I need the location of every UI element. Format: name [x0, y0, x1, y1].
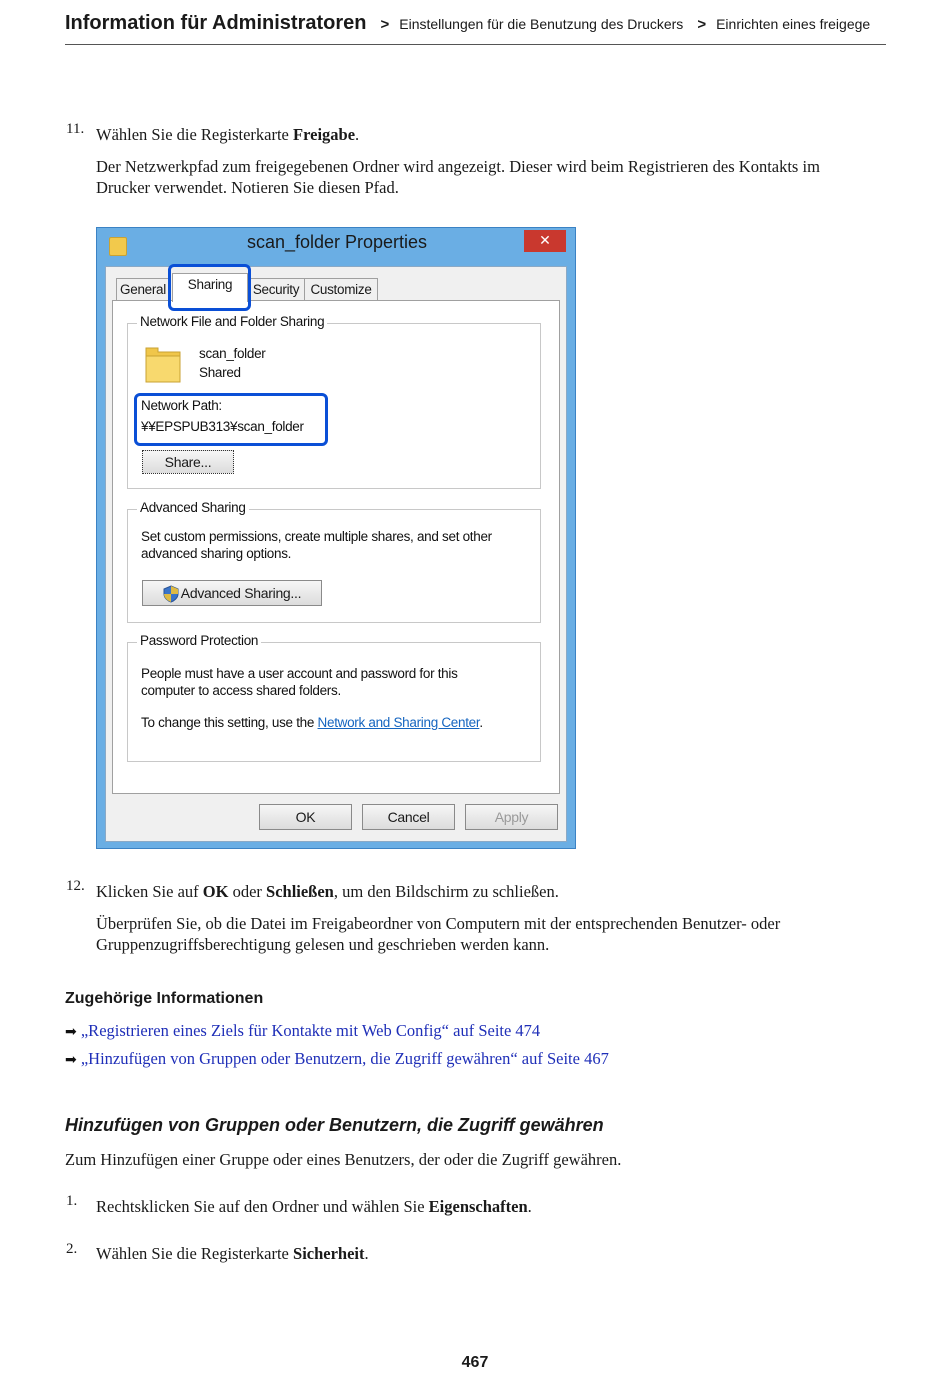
running-header [65, 12, 886, 45]
header-title: Information für Administratoren [65, 12, 367, 34]
sharing-tab-highlight [168, 264, 251, 311]
step-number: 1. [66, 1193, 78, 1209]
step-number: 12. [66, 878, 85, 894]
section-intro: Zum Hinzufügen einer Gruppe oder eines Benutzers, der oder die Zugriff gewähren. [65, 1150, 622, 1169]
page-number: 467 [461, 1354, 489, 1371]
tab-sharing[interactable]: Sharing [172, 273, 248, 302]
folder-status: Shared [199, 365, 241, 380]
related-link[interactable]: „Registrieren eines Ziels für Kontakte mit Web Config“ auf Seite 474 [80, 1021, 541, 1040]
ok-button[interactable]: OK [259, 804, 352, 830]
step-instruction: Wählen Sie die Registerkarte Sicherheit. [96, 1244, 369, 1263]
step-instruction: Rechtsklicken Sie auf den Ordner und wählen Sie Eigenschaften. [96, 1197, 532, 1216]
group-legend: Password Protection [137, 633, 261, 648]
step-instruction: Wählen Sie die Registerkarte Freigabe. [96, 125, 360, 144]
sharing-panel [112, 300, 560, 794]
step-number: 11. [66, 121, 85, 137]
cancel-button[interactable]: Cancel [362, 804, 455, 830]
change-setting-text: To change this setting, use the Network and Sharing Center. [141, 715, 483, 730]
folder-name: scan_folder [199, 346, 266, 361]
arrow-right-icon: ➡ [65, 1052, 77, 1068]
network-sharing-center-link[interactable]: Network and Sharing Center [317, 715, 480, 730]
network-path-highlight [134, 393, 328, 446]
shared-folder-icon [142, 344, 184, 386]
properties-dialog [96, 227, 576, 849]
shield-icon [163, 585, 179, 603]
related-link-item [65, 1048, 609, 1071]
group-advanced-sharing [127, 500, 541, 623]
dialog-body [105, 266, 567, 842]
network-path-label: Network Path: [141, 398, 222, 413]
advanced-sharing-text: Set custom permissions, create multiple shares, and set other advanced sharing options. [141, 529, 492, 561]
group-legend: Advanced Sharing [137, 500, 249, 515]
arrow-right-icon: ➡ [65, 1024, 77, 1040]
advanced-sharing-button[interactable]: Advanced Sharing... [142, 580, 322, 606]
breadcrumb-separator: > [380, 16, 390, 33]
tab-security[interactable]: Security [246, 278, 306, 302]
breadcrumb-separator: > [697, 16, 707, 33]
step-description: Der Netzwerkpfad zum freigegebenen Ordner wird angezeigt. Dieser wird beim Registrieren des Kontakts im Drucker verwendet. Notieren Sie diesen Pfad. [96, 157, 820, 197]
step-number: 2. [66, 1241, 78, 1257]
step-instruction: Klicken Sie auf OK oder Schließen, um den Bildschirm zu schließen. [96, 882, 559, 901]
password-text: People must have a user account and password for this computer to access shared folders. [141, 666, 458, 698]
tab-general[interactable]: General [116, 278, 170, 302]
breadcrumb-item: Einstellungen für die Benutzung des Druckers [399, 16, 684, 32]
group-password-protection [127, 633, 541, 762]
related-link[interactable]: „Hinzufügen von Gruppen oder Benutzern, die Zugriff gewähren“ auf Seite 467 [80, 1049, 609, 1068]
breadcrumb-item: Einrichten eines freigege [716, 16, 871, 32]
section-heading: Hinzufügen von Gruppen oder Benutzern, die Zugriff gewähren [65, 1115, 604, 1135]
close-button[interactable]: ✕ [524, 230, 566, 252]
related-info-heading: Zugehörige Informationen [65, 990, 264, 1007]
apply-button[interactable]: Apply [465, 804, 558, 830]
dialog-title: scan_folder Properties [246, 232, 428, 252]
network-path-value: ¥¥EPSPUB313¥scan_folder [141, 419, 304, 434]
related-link-item [65, 1020, 540, 1043]
step-description: Überprüfen Sie, ob die Datei im Freigabeordner von Computern mit der entsprechenden Benutzer- oder Gruppenzugriffsberechtigung gelesen und geschrieben werden kann. [96, 914, 781, 954]
group-legend: Network File and Folder Sharing [137, 314, 327, 329]
share-button[interactable]: Share... [142, 450, 234, 474]
tab-customize[interactable]: Customize [304, 278, 378, 302]
